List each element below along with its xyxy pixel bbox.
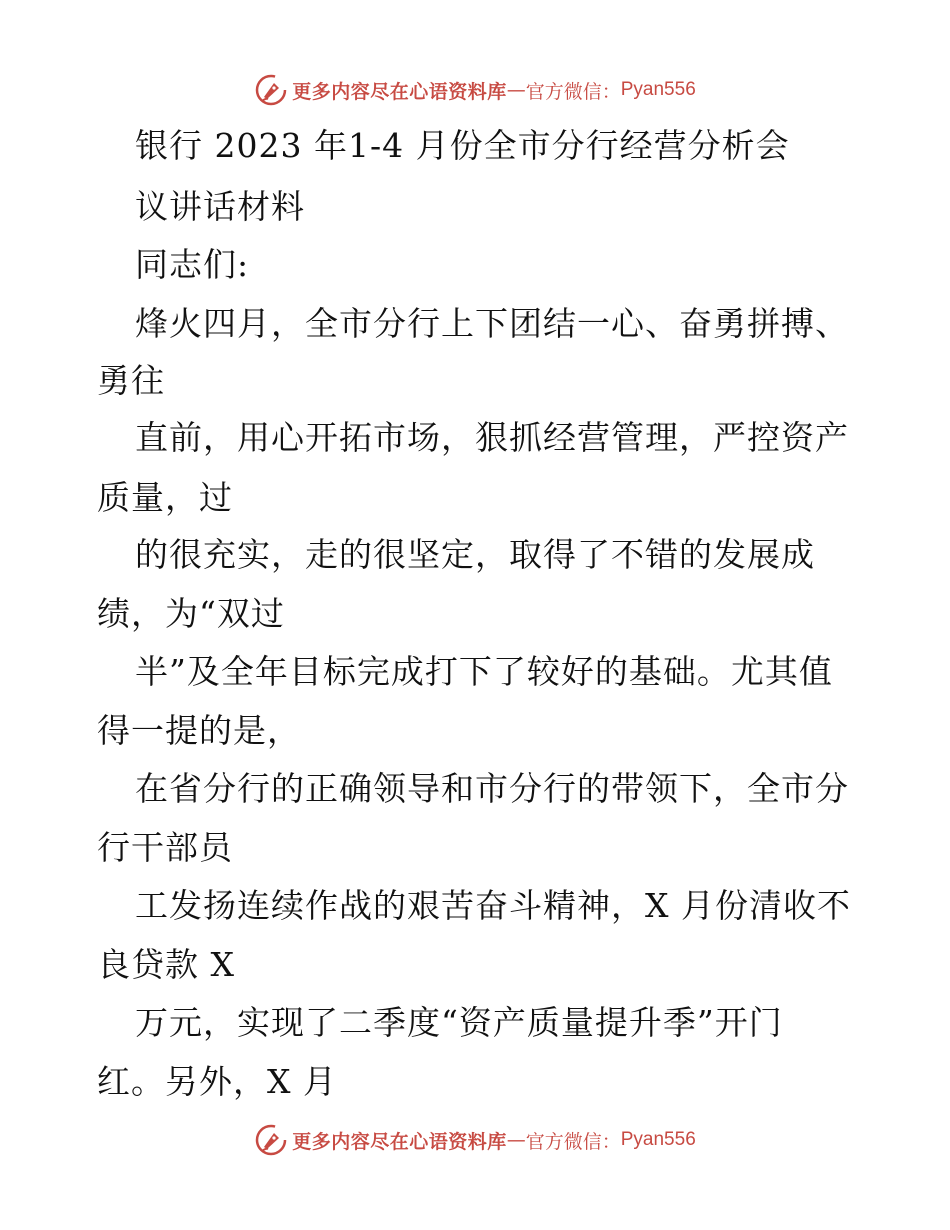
watermark-wechat-label: 官方微信： xyxy=(525,80,621,103)
paragraph-line: 绩，为“双过 xyxy=(97,594,285,633)
paragraph-line: 勇往 xyxy=(97,361,165,400)
header-watermark xyxy=(0,70,950,110)
watermark-wechat-id: Pyan556 xyxy=(620,79,696,100)
paragraph-line: 得一提的是， xyxy=(97,711,301,750)
watermark-wechat-id: Pyan556 xyxy=(620,1129,696,1150)
salutation: 同志们: xyxy=(135,245,250,284)
paragraph-line: 在省分行的正确领导和市分行的带领下，全市分 xyxy=(135,769,849,808)
paragraph-line: 半”及全年目标完成打下了较好的基础。尤其值 xyxy=(135,652,833,691)
paragraph-line: 直前，用心开拓市场，狠抓经营管理，严控资产 xyxy=(135,418,849,457)
paragraph-line: 万元，实现了二季度“资产质量提升季”开门 xyxy=(135,1003,783,1042)
title-line-2: 议讲话材料 xyxy=(135,187,305,226)
paragraph-line: 烽火四月，全市分行上下团结一心、奋勇拼搏、 xyxy=(135,304,849,343)
paragraph-line: 工发扬连续作战的艰苦奋斗精神，X 月份清收不 xyxy=(135,886,851,925)
paragraph-line: 行干部员 xyxy=(97,828,233,867)
watermark-wechat-label: 官方微信： xyxy=(525,1130,621,1153)
pen-nib-logo-icon xyxy=(254,1123,288,1157)
paragraph-line: 的很充实，走的很坚定，取得了不错的发展成 xyxy=(135,535,815,574)
title-line-1: 银行 2023 年1-4 月份全市分行经营分析会 xyxy=(135,126,790,165)
footer-watermark xyxy=(0,1120,950,1160)
paragraph-line: 质量，过 xyxy=(97,478,233,517)
pen-nib-logo-icon xyxy=(254,73,288,107)
watermark-separator: — xyxy=(506,79,526,101)
watermark-text: 更多内容尽在心语资料库 xyxy=(292,1130,507,1153)
watermark-separator: — xyxy=(506,1129,526,1151)
paragraph-line: 良贷款 X xyxy=(97,945,235,984)
paragraph-line: 红。另外，X 月 xyxy=(97,1062,337,1101)
watermark-text: 更多内容尽在心语资料库 xyxy=(292,80,507,103)
